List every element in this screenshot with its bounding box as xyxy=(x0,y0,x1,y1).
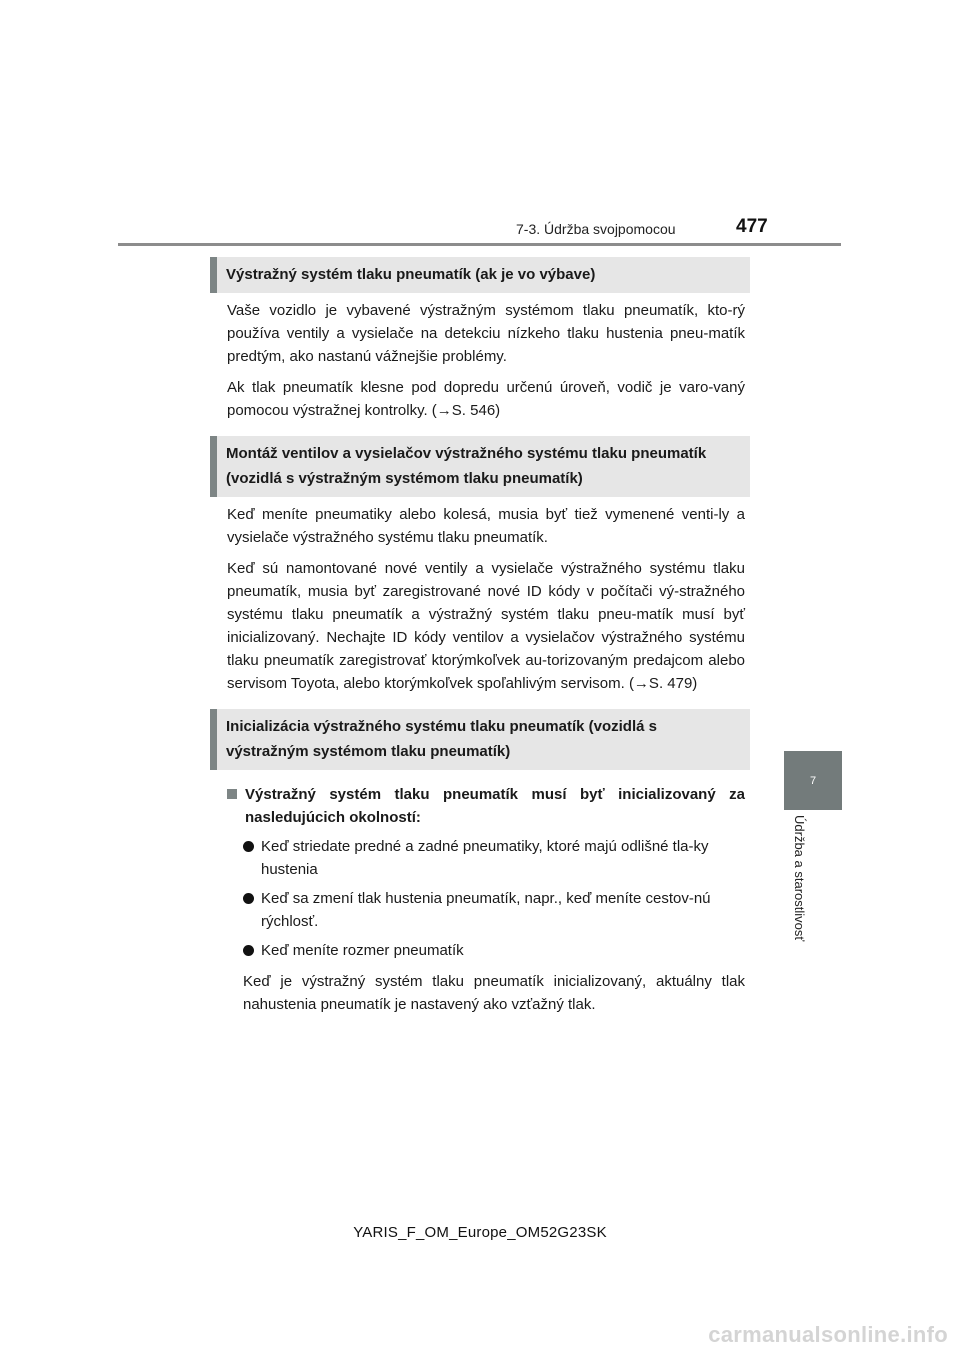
chapter-tab xyxy=(784,751,842,810)
bullet-dot-icon xyxy=(243,841,254,852)
paragraph: Ak tlak pneumatík klesne pod dopredu určenú úroveň, vodič je varo-vaný pomocou výstražnej kontrolky. (→S. 546) xyxy=(227,379,745,419)
watermark: carmanualsonline.info xyxy=(708,1322,948,1347)
section-heading: Montáž ventilov a vysielačov výstražného systému tlaku pneumatík (vozidlá s výstražným systémom tlaku pneumatík) xyxy=(210,436,750,497)
list-item-text: Keď sa zmení tlak hustenia pneumatík, napr., keď meníte cestov-nú rýchlosť. xyxy=(261,890,711,930)
paragraph: Keď sú namontované nové ventily a vysielače výstražného systému tlaku pneumatík, musia byť zaregistrované nové ID kódy v počítači vý-stražného systému tlaku pneumatík a výstražný systém tlaku pneu-matík musí byť inicializovaný. Nechajte ID kódy ventilov a vysielačov výstražného systému tlaku pneumatík zaregistrovať ktorýmkoľvek au-torizovaným predajcom alebo servisom Toyota, alebo ktorýmkoľvek spoľahlivým servisom. (→S. 479) xyxy=(227,560,745,692)
list-item xyxy=(243,835,745,881)
sub-heading-text: Výstražný systém tlaku pneumatík musí byť inicializovaný za nasledujúcich okolností: xyxy=(245,786,745,826)
paragraph: Keď meníte pneumatiky alebo kolesá, musia byť tiež vymenené venti-ly a vysielače výstražného systému tlaku pneumatík. xyxy=(227,506,745,546)
paragraph: Keď je výstražný systém tlaku pneumatík inicializovaný, aktuálny tlak nahustenia pneumatík je nastavený ako vzťažný tlak. xyxy=(243,973,745,1013)
chapter-number: 7 xyxy=(809,774,817,787)
header-rule xyxy=(118,243,841,246)
section-heading: Výstražný systém tlaku pneumatík (ak je vo výbave) xyxy=(210,257,750,293)
header-section-title: 7-3. Údržba svojpomocou xyxy=(516,221,676,237)
page-number: 477 xyxy=(736,216,768,237)
footer-document-id: YARIS_F_OM_Europe_OM52G23SK xyxy=(353,1224,607,1241)
list-item xyxy=(243,887,745,933)
bullet-dot-icon xyxy=(243,945,254,956)
list-item-text: Keď striedate predné a zadné pneumatiky, ktoré majú odlišné tla-ky hustenia xyxy=(261,838,709,878)
paragraph: Vaše vozidlo je vybavené výstražným systémom tlaku pneumatík, kto-rý používa ventily a vysielače na detekciu nízkeho tlaku hustenia pneu-matík predtým, ako nastanú vážnejšie problémy. xyxy=(227,302,745,365)
bullet-dot-icon xyxy=(243,893,254,904)
page-content xyxy=(210,257,750,1016)
square-bullet-icon xyxy=(227,789,237,799)
list-item-text: Keď meníte rozmer pneumatík xyxy=(261,942,464,959)
chapter-title: Údržba a starostlivosť xyxy=(792,815,807,942)
list-item xyxy=(243,939,745,962)
section-heading: Inicializácia výstražného systému tlaku pneumatík (vozidlá s výstražným systémom tlaku pneumatík) xyxy=(210,709,750,770)
sub-heading xyxy=(227,783,745,829)
